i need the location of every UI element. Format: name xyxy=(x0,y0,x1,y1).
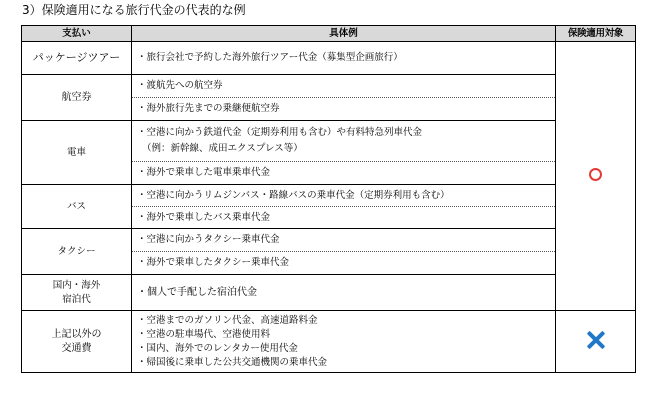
examples-cell xyxy=(132,75,556,121)
example-group xyxy=(132,121,555,161)
category-label: パッケージツアー xyxy=(32,51,121,64)
category-label: バス xyxy=(66,200,86,212)
example-group xyxy=(132,185,555,206)
header-target: 保険適用対象 xyxy=(556,26,636,42)
example-group xyxy=(132,75,555,97)
example-text: ・空港に向かう鉄道代金（定期券利用も含む）や有料特急列車代金 xyxy=(137,127,423,138)
category-label: 上記以外の xyxy=(51,328,102,340)
table-row-airline-ticket xyxy=(22,75,636,121)
category-cell xyxy=(22,121,132,185)
category-label: タクシー xyxy=(57,245,96,257)
cross-icon xyxy=(585,329,607,351)
category-label: 航空券 xyxy=(61,91,92,103)
page-heading: 3）保険適用になる旅行代金の代表的な例 xyxy=(22,3,246,17)
example-group xyxy=(132,161,555,184)
example-text: ・空港に向かうリムジンバス・路線バスの乗車代金（定期券利用も含む） xyxy=(137,189,450,201)
table-row-other-transport xyxy=(22,311,636,373)
table-row-lodging xyxy=(22,275,636,311)
category-cell xyxy=(22,229,132,275)
example-group xyxy=(132,251,555,274)
examples-cell xyxy=(132,275,556,311)
example-text: ・個人で手配した宿泊代金 xyxy=(137,286,257,298)
table-row-train xyxy=(22,121,636,185)
category-label: 交通費 xyxy=(61,342,92,354)
category-cell xyxy=(22,75,132,121)
examples-cell xyxy=(132,121,556,185)
example-text: ・空港の駐車場代、空港使用料 xyxy=(137,328,271,340)
examples-cell xyxy=(132,311,556,373)
examples-cell xyxy=(132,42,556,75)
header-category: 支払い xyxy=(22,26,132,42)
category-label: 国内・海外 xyxy=(52,279,101,291)
example-text: ・海外で乗車したバス乗車代金 xyxy=(137,211,271,223)
category-label: 宿泊代 xyxy=(62,293,91,305)
example-text: ・海外で乗車したタクシー乗車代金 xyxy=(137,257,290,268)
example-text: ・空港までのガソリン代金、高速道路料金 xyxy=(137,314,318,326)
circle-icon xyxy=(589,168,602,181)
example-group xyxy=(132,229,555,251)
example-text: （例：新幹線、成田エクスプレス等） xyxy=(142,143,303,154)
header-examples: 具体例 xyxy=(132,26,556,42)
example-text: ・渡航先への航空券 xyxy=(137,80,223,91)
coverage-cell-not-covered xyxy=(556,311,636,373)
category-label: 電車 xyxy=(66,146,86,158)
example-text: ・海外で乗車した電車乗車代金 xyxy=(137,167,271,178)
table-row-bus xyxy=(22,185,636,229)
example-text: ・旅行会社で予約した海外旅行ツアー代金（募集型企画旅行） xyxy=(137,52,403,63)
examples-cell xyxy=(132,229,556,275)
table-header-row xyxy=(22,26,636,42)
example-group xyxy=(132,97,555,120)
table-row-taxi xyxy=(22,229,636,275)
example-text: ・空港に向かうタクシー乗車代金 xyxy=(137,234,280,245)
travel-expense-table xyxy=(21,25,636,373)
example-text: ・海外旅行先までの乗継便航空券 xyxy=(137,103,280,114)
examples-cell xyxy=(132,185,556,229)
example-text: ・国内、海外でのレンタカー使用代金 xyxy=(137,342,298,354)
category-cell xyxy=(22,185,132,229)
example-text: ・帰国後に乗車した公共交通機関の乗車代金 xyxy=(137,356,328,368)
table-row-package-tour xyxy=(22,42,636,75)
category-cell xyxy=(22,275,132,311)
category-cell xyxy=(22,311,132,373)
example-group xyxy=(132,206,555,228)
coverage-cell-covered xyxy=(556,42,636,311)
category-cell xyxy=(22,42,132,75)
